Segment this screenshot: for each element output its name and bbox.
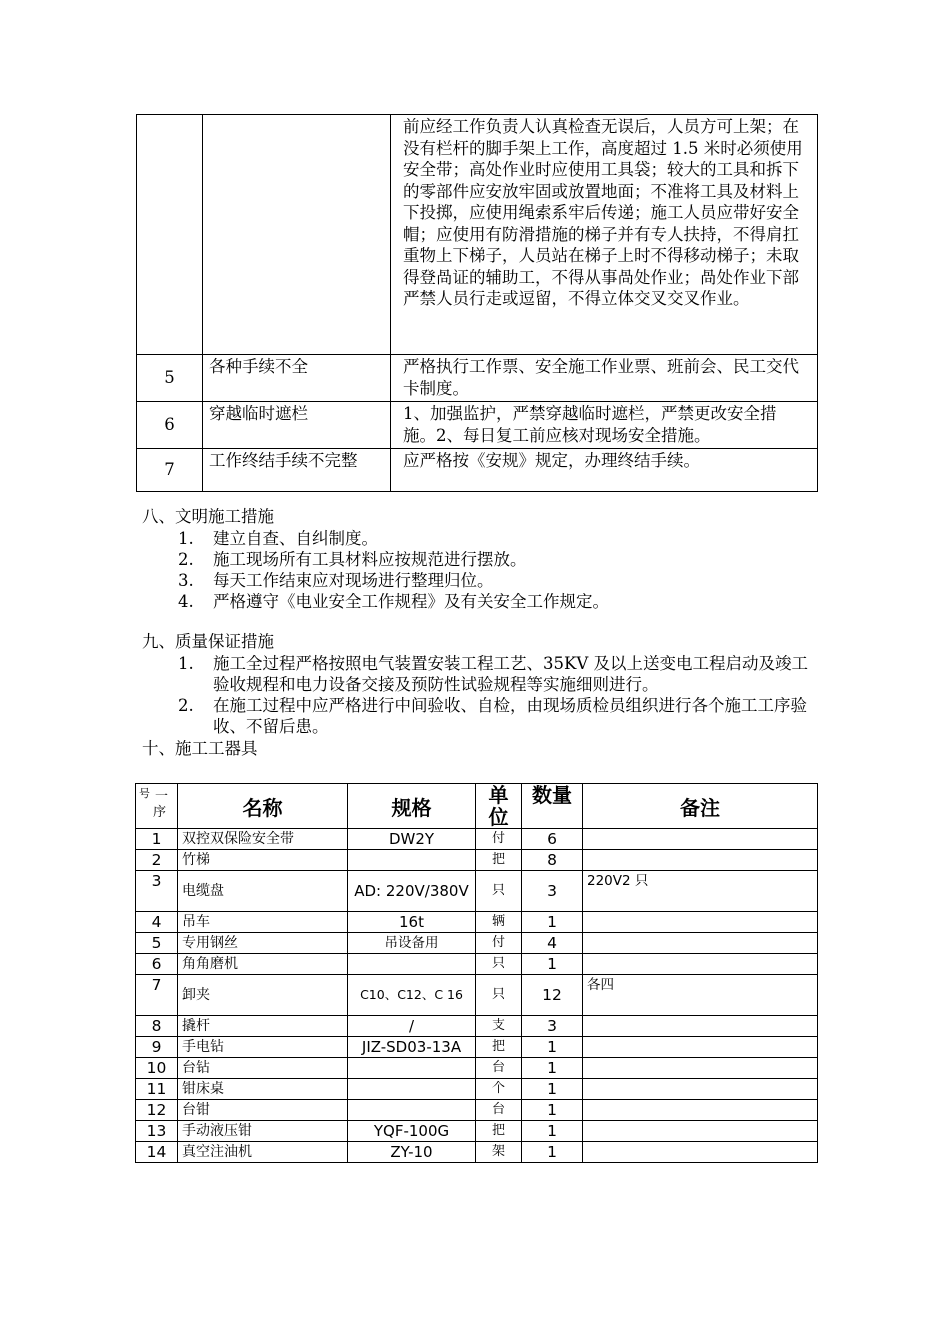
section-10-title: 十、施工工器具 [142,739,258,758]
tool-note [583,1142,818,1163]
tool-name: 双控双保险安全带 [178,829,348,850]
list-item [178,653,823,695]
tool-note [583,1058,818,1079]
tool-no: 12 [136,1100,178,1121]
tools-table [135,783,818,1163]
table-row [136,1100,818,1121]
tool-spec: ZY-10 [348,1142,476,1163]
tool-note [583,850,818,871]
header-seq-dash: 一 [155,789,169,804]
tool-name: 钳床桌 [178,1079,348,1100]
table-header-row [136,784,818,829]
tool-spec: / [348,1016,476,1037]
tool-unit: 台 [476,1058,522,1079]
tool-no: 9 [136,1037,178,1058]
header-spec: 规格 [348,784,476,829]
tool-name: 真空注油机 [178,1142,348,1163]
table-row [136,1142,818,1163]
tool-no: 3 [136,871,178,912]
section-9-list [178,653,823,737]
section-8-list [178,528,823,612]
tool-unit: 把 [476,850,522,871]
tool-note [583,1016,818,1037]
tool-qty: 4 [522,933,583,954]
tool-name: 竹梯 [178,850,348,871]
header-unit: 单位 [476,784,522,829]
table-row [136,954,818,975]
tool-qty: 3 [522,1016,583,1037]
risk-hazard [203,115,391,355]
list-text: 建立自查、自纠制度。 [213,529,378,548]
list-text: 在施工过程中应严格进行中间验收、自检，由现场质检员组织进行各个施工工序验收、不留后患。 [213,696,807,736]
list-number: 2. [178,550,194,569]
tool-unit: 把 [476,1121,522,1142]
tool-qty: 1 [522,912,583,933]
tool-note [583,954,818,975]
tool-note: 220V2 只 [583,871,818,912]
table-row [136,1016,818,1037]
tool-name: 角角磨机 [178,954,348,975]
tool-note [583,829,818,850]
tool-spec: DW2Y [348,829,476,850]
tool-no: 11 [136,1079,178,1100]
table-row [137,115,818,355]
tool-spec: JIZ-SD03-13A [348,1037,476,1058]
tool-spec [348,1100,476,1121]
tool-no: 7 [136,975,178,1016]
tool-name: 手动液压钳 [178,1121,348,1142]
tool-qty: 1 [522,1100,583,1121]
tool-name: 电缆盘 [178,871,348,912]
tool-qty: 1 [522,1142,583,1163]
tool-qty: 1 [522,1058,583,1079]
tool-name: 专用钢丝 [178,933,348,954]
header-seq-bottom: 序 [153,805,167,820]
tool-note [583,1100,818,1121]
table-row [137,402,818,449]
risk-no: 6 [137,402,203,449]
tool-qty: 1 [522,1121,583,1142]
tool-spec [348,1058,476,1079]
risk-no: 7 [137,449,203,492]
tool-note: 各四 [583,975,818,1016]
tool-unit: 个 [476,1079,522,1100]
risk-hazard: 各种手续不全 [203,355,391,402]
table-row [136,1037,818,1058]
tool-spec: AD: 220V/380V [348,871,476,912]
list-number: 2. [178,696,194,715]
tool-name: 台钳 [178,1100,348,1121]
tool-spec: YQF-100G [348,1121,476,1142]
tool-spec [348,1079,476,1100]
risk-measure: 应严格按《安规》规定，办理终结手续。 [391,449,818,492]
list-text: 严格遵守《电业安全工作规程》及有关安全工作规定。 [213,592,609,611]
table-row [136,933,818,954]
header-seq-top: 号 [139,787,150,800]
tool-unit: 只 [476,954,522,975]
tool-unit: 只 [476,871,522,912]
table-row [136,1121,818,1142]
list-item [178,695,823,737]
table-row [136,850,818,871]
table-row [136,1079,818,1100]
list-text: 施工全过程严格按照电气装置安装工程工艺、35KV 及以上送变电工程启动及竣工验收规程和电力设备交接及预防性试验规程等实施细则进行。 [213,654,808,694]
tool-spec: C10、C12、C 16 [348,975,476,1016]
table-row [137,355,818,402]
tool-spec [348,850,476,871]
tool-qty: 8 [522,850,583,871]
table-row [136,975,818,1016]
tool-note [583,912,818,933]
tool-no: 6 [136,954,178,975]
tool-unit: 辆 [476,912,522,933]
tool-spec: 16t [348,912,476,933]
risk-measure: 严格执行工作票、安全施工作业票、班前会、民工交代卡制度。 [391,355,818,402]
tool-name: 吊车 [178,912,348,933]
tool-qty: 1 [522,1079,583,1100]
risk-measure: 1、加强监护，严禁穿越临时遮栏，严禁更改安全措施。2、每日复工前应核对现场安全措施。 [391,402,818,449]
list-number: 3. [178,571,194,590]
tool-name: 卸夹 [178,975,348,1016]
header-seq [136,784,178,829]
section-9-title: 九、质量保证措施 [142,632,274,651]
tool-no: 4 [136,912,178,933]
safety-risk-table [136,114,818,492]
tool-name: 手电钻 [178,1037,348,1058]
tool-no: 13 [136,1121,178,1142]
table-row [136,1058,818,1079]
list-text: 每天工作结束应对现场进行整理归位。 [213,571,494,590]
tool-unit: 台 [476,1100,522,1121]
tool-spec [348,954,476,975]
tool-name: 撬杆 [178,1016,348,1037]
table-row [136,912,818,933]
tool-spec: 吊设备用 [348,933,476,954]
header-qty: 数量 [522,784,583,829]
header-note: 备注 [583,784,818,829]
tool-unit: 架 [476,1142,522,1163]
tool-note [583,1121,818,1142]
tool-qty: 1 [522,954,583,975]
table-row [137,449,818,492]
tool-unit: 付 [476,933,522,954]
tool-note [583,933,818,954]
tool-qty: 1 [522,1037,583,1058]
list-number: 1. [178,529,194,548]
risk-measure: 前应经工作负责人认真检查无误后，人员方可上架；在没有栏杆的脚手架上工作，高度超过 1.5 米时必须使用安全带；高处作业时应使用工具袋；较大的工具和拆下的零部件应安放牢固或放置地面；不准将工具及材料上下投掷，应使用绳索系牢后传递；施工人员应带好安全帽；应使用有防滑措施的梯子并有专人扶持，不得肩扛重物上下梯子，人员站在梯子上时不得移动梯子；未取得登咼证的辅助工，不得从事咼处作业；咼处作业下部严禁人员行走或逗留，不得立体交叉交叉作业。 [391,115,818,355]
list-item [178,549,823,570]
risk-no [137,115,203,355]
tool-no: 5 [136,933,178,954]
tool-no: 2 [136,850,178,871]
tool-no: 1 [136,829,178,850]
tool-unit: 支 [476,1016,522,1037]
section-8-title: 八、文明施工措施 [142,507,274,526]
list-item [178,528,823,549]
table-row [136,829,818,850]
list-text: 施工现场所有工具材料应按规范进行摆放。 [213,550,527,569]
tool-unit: 付 [476,829,522,850]
tool-name: 台钻 [178,1058,348,1079]
list-item [178,591,823,612]
list-number: 1. [178,654,194,673]
table-row [136,871,818,912]
tool-unit: 把 [476,1037,522,1058]
tool-note [583,1079,818,1100]
tool-qty: 6 [522,829,583,850]
list-number: 4. [178,592,194,611]
tool-note [583,1037,818,1058]
risk-no: 5 [137,355,203,402]
header-name: 名称 [178,784,348,829]
tool-qty: 12 [522,975,583,1016]
list-item [178,570,823,591]
risk-hazard: 工作终结手续不完整 [203,449,391,492]
tool-qty: 3 [522,871,583,912]
tool-no: 14 [136,1142,178,1163]
tool-no: 10 [136,1058,178,1079]
tool-unit: 只 [476,975,522,1016]
tool-no: 8 [136,1016,178,1037]
risk-hazard: 穿越临时遮栏 [203,402,391,449]
